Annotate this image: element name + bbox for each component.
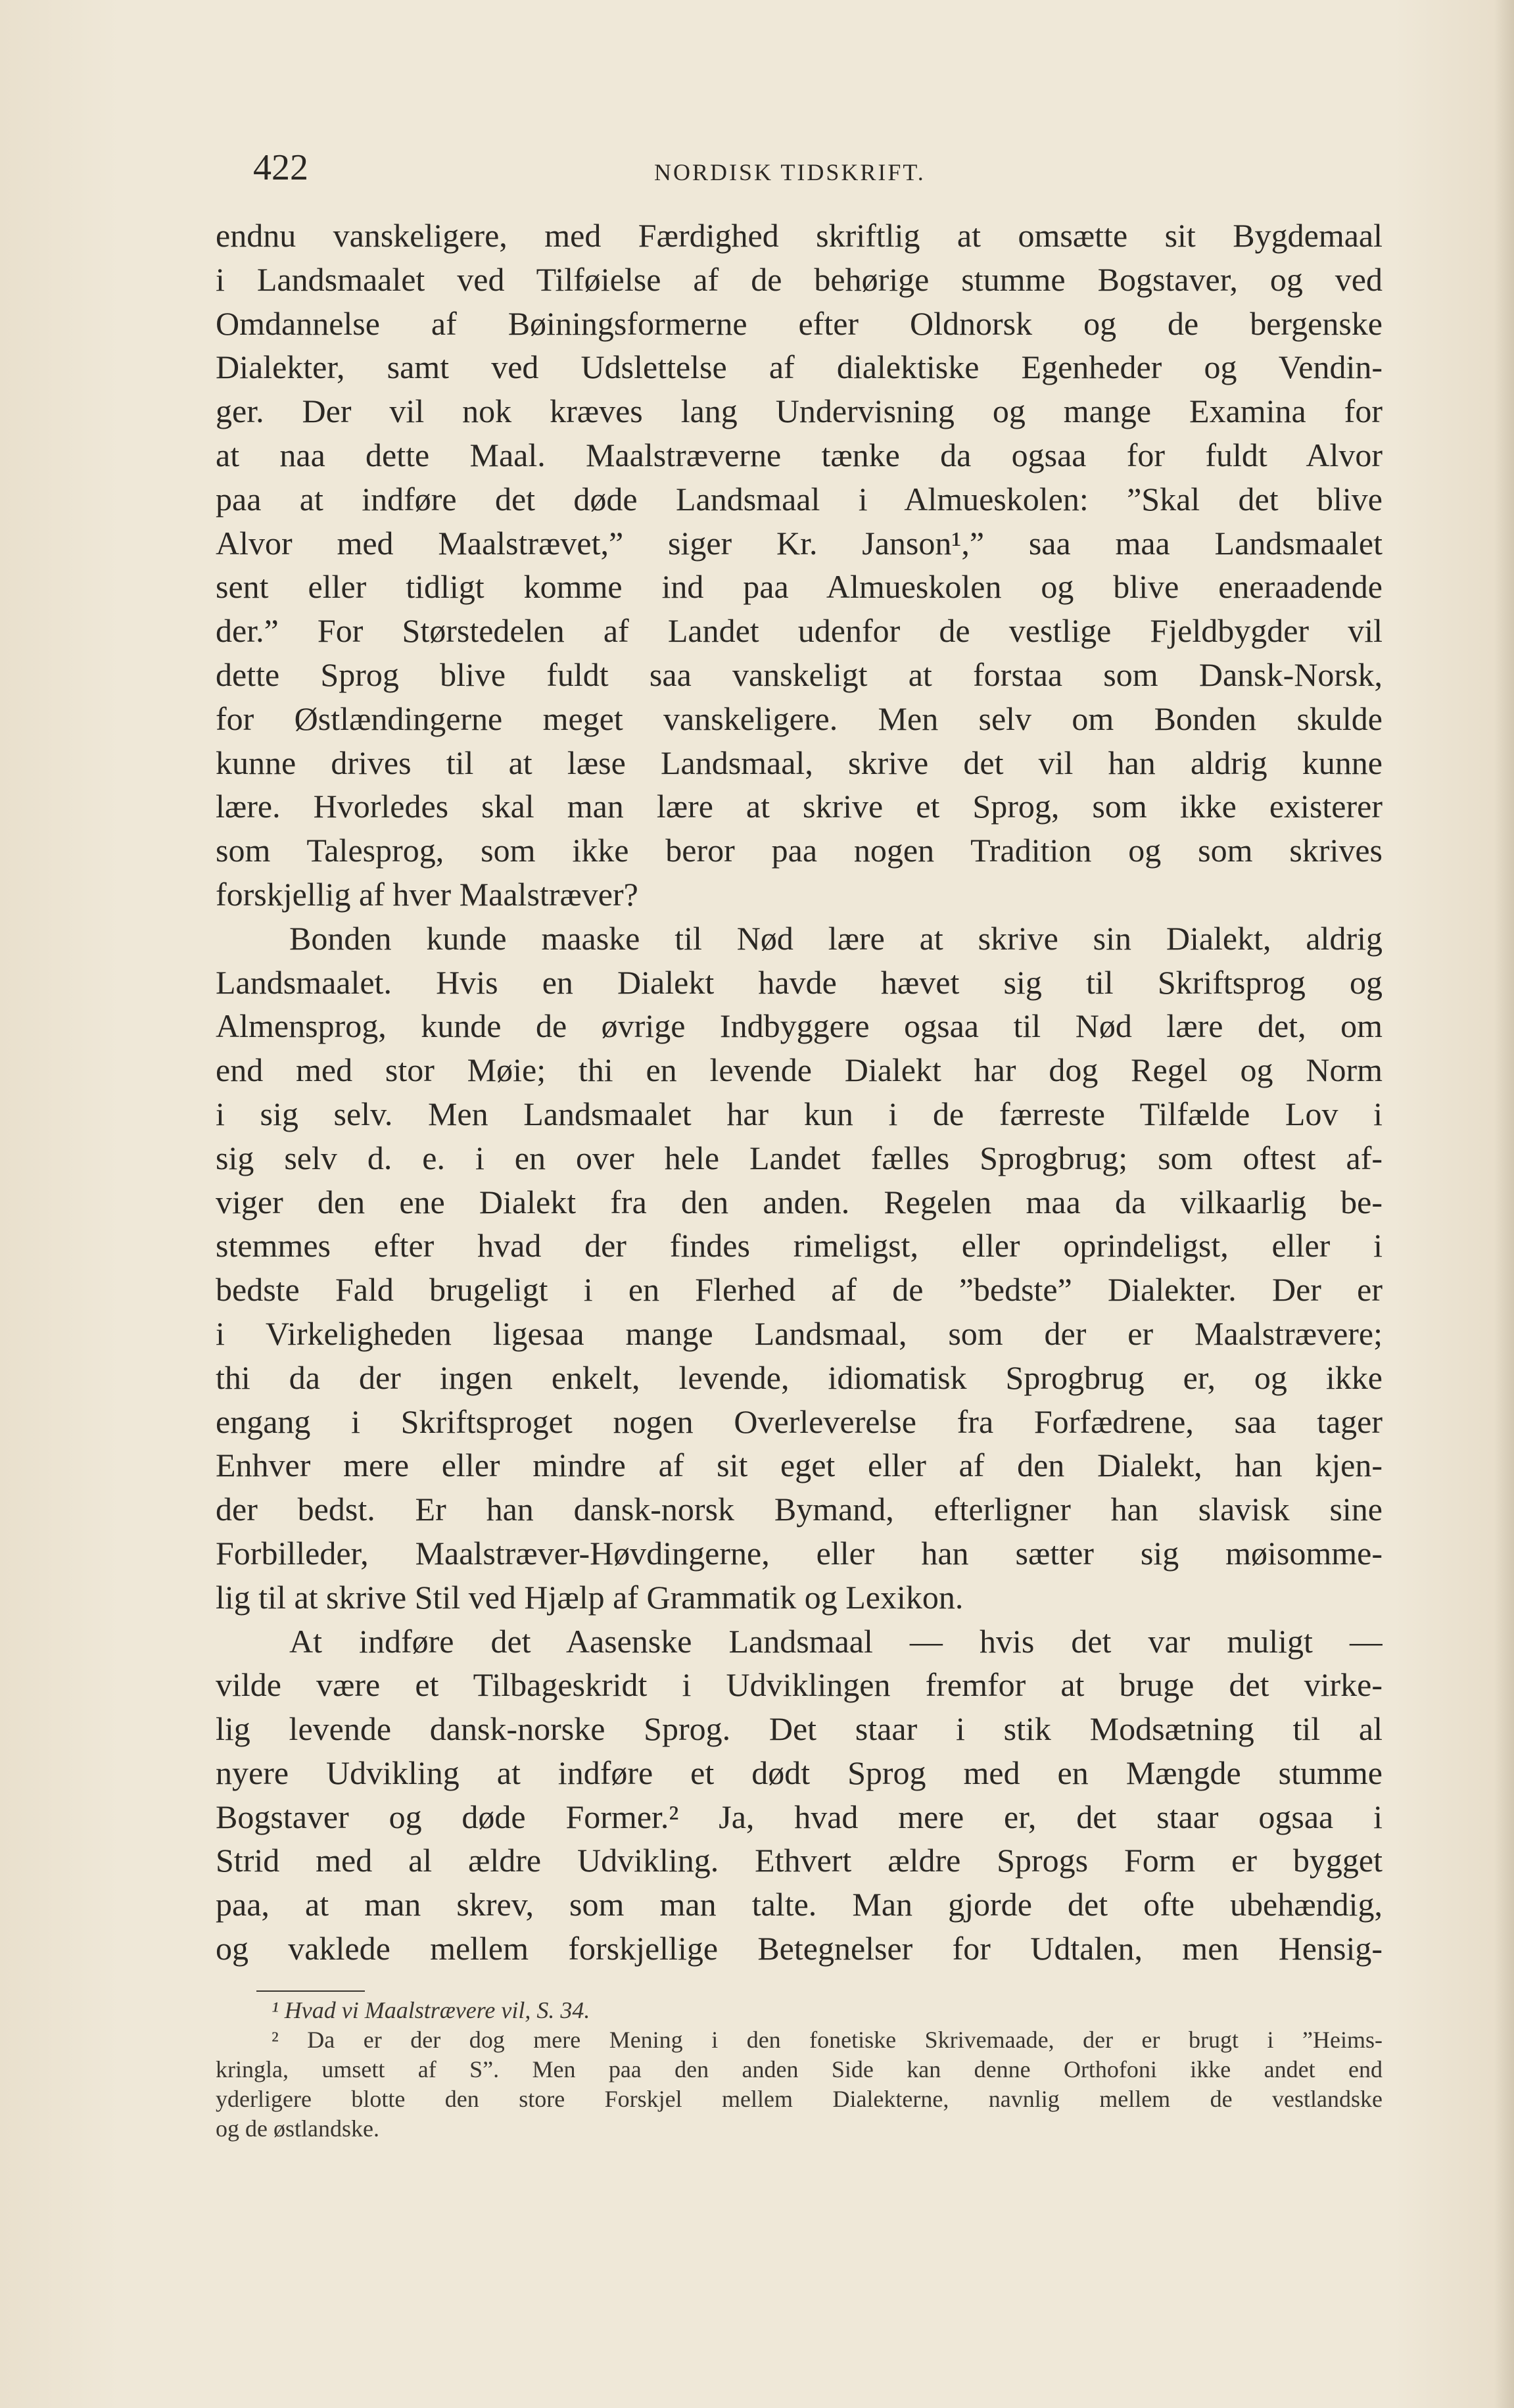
text-line: Omdannelse af Bøiningsformerne efter Oldnorsk og de bergenske xyxy=(216,304,1383,342)
footnote-line: kringla, umsett af S”. Men paa den anden Side kan denne Orthofoni ikke andet end xyxy=(216,2056,1383,2083)
text-line: viger den ene Dialekt fra den anden. Regelen maa da vilkaarlig be- xyxy=(216,1183,1383,1220)
footnotes xyxy=(216,1996,1383,2144)
text-line: endnu vanskeligere, med Færdighed skriftlig at omsætte sit Bygdemaal xyxy=(216,217,1383,254)
footnote-line: yderligere blotte den store Forskjel mellem Dialekterne, navnlig mellem de vestlandske xyxy=(216,2086,1383,2112)
text-line: forskjellig af hver Maalstræver? xyxy=(216,875,638,913)
footnote-divider xyxy=(256,1990,365,1992)
text-line: Enhver mere eller mindre af sit eget eller af den Dialekt, han kjen- xyxy=(216,1447,1383,1484)
text-line: end med stor Møie; thi en levende Dialekt har dog Regel og Norm xyxy=(216,1051,1383,1089)
text-line: dette Sprog blive fuldt saa vanskeligt at forstaa som Dansk-Norsk, xyxy=(216,656,1383,693)
footnote-line: ¹ Hvad vi Maalstrævere vil, S. 34. xyxy=(272,1997,590,2023)
text-line: i sig selv. Men Landsmaalet har kun i de færreste Tilfælde Lov i xyxy=(216,1095,1383,1132)
text-line: paa at indføre det døde Landsmaal i Almueskolen: ”Skal det blive xyxy=(216,480,1383,518)
text-line: lig til at skrive Stil ved Hjælp af Grammatik og Lexikon. xyxy=(216,1578,964,1616)
text-line: kunne drives til at læse Landsmaal, skrive det vil han aldrig kunne xyxy=(216,744,1383,781)
running-title: NORDISK TIDSKRIFT. xyxy=(654,159,926,185)
footnote-line: og de østlandske. xyxy=(216,2115,379,2142)
text-line: engang i Skriftsproget nogen Overleverelse fra Forfædrene, saa tager xyxy=(216,1403,1383,1440)
page-header xyxy=(253,145,1384,191)
text-line: nyere Udvikling at indføre et dødt Sprog med en Mængde stumme xyxy=(216,1754,1383,1791)
text-line: der bedst. Er han dansk-norsk Bymand, efterligner han slavisk sine xyxy=(216,1491,1383,1528)
text-line: lig levende dansk-norske Sprog. Det staar i stik Modsætning til al xyxy=(216,1710,1383,1748)
text-line: at naa dette Maal. Maalstræverne tænke da ogsaa for fuldt Alvor xyxy=(216,436,1383,473)
text-line: thi da der ingen enkelt, levende, idiomatisk Sprogbrug er, og ikke xyxy=(216,1359,1383,1396)
text-line: for Østlændingerne meget vanskeligere. Men selv om Bonden skulde xyxy=(216,700,1383,737)
text-line: bedste Fald brugeligt i en Flerhed af de ”bedste” Dialekter. Der er xyxy=(216,1271,1383,1309)
body-text xyxy=(216,214,1383,1971)
text-line: som Talesprog, som ikke beror paa nogen Tradition og som skrives xyxy=(216,832,1383,869)
text-line: Bonden kunde maaske til Nød lære at skrive sin Dialekt, aldrig xyxy=(289,919,1383,957)
text-line: der.” For Størstedelen af Landet udenfor de vestlige Fjeldbygder vil xyxy=(216,612,1383,650)
text-line: Alvor med Maalstrævet,” siger Kr. Janson¹,” saa maa Landsmaalet xyxy=(216,524,1383,562)
text-line: Forbilleder, Maalstræver-Høvdingerne, eller han sætter sig møisomme- xyxy=(216,1534,1383,1572)
text-line: paa, at man skrev, som man talte. Man gjorde det ofte ubehændig, xyxy=(216,1886,1383,1923)
text-line: Bogstaver og døde Former.² Ja, hvad mere er, det staar ogsaa i xyxy=(216,1798,1383,1835)
footnote-line: ² Da er der dog mere Mening i den fonetiske Skrivemaade, der er brugt i ”Heims- xyxy=(272,2027,1383,2053)
text-line: lære. Hvorledes skal man lære at skrive et Sprog, som ikke existerer xyxy=(216,788,1383,825)
text-line: ger. Der vil nok kræves lang Undervisning og mange Examina for xyxy=(216,393,1383,430)
text-line: Dialekter, samt ved Udslettelse af dialektiske Egenheder og Vendin- xyxy=(216,349,1383,386)
text-line: og vaklede mellem forskjellige Betegnelser for Udtalen, men Hensig- xyxy=(216,1930,1383,1967)
text-line: sig selv d. e. i en over hele Landet fælles Sprogbrug; som oftest af- xyxy=(216,1139,1383,1176)
text-line: Almensprog, kunde de øvrige Indbyggere ogsaa til Nød lære det, om xyxy=(216,1007,1383,1045)
text-line: At indføre det Aasenske Landsmaal — hvis det var muligt — xyxy=(289,1622,1383,1660)
text-line: Landsmaalet. Hvis en Dialekt havde hævet sig til Skriftsprog og xyxy=(216,963,1383,1001)
text-line: i Landsmaalet ved Tilføielse af de behørige stumme Bogstaver, og ved xyxy=(216,260,1383,298)
text-line: Strid med al ældre Udvikling. Ethvert ældre Sprogs Form er bygget xyxy=(216,1842,1383,1879)
page-edge-shadow xyxy=(1494,0,1514,2408)
text-line: sent eller tidligt komme ind paa Almueskolen og blive eneraadende xyxy=(216,568,1383,606)
text-line: i Virkeligheden ligesaa mange Landsmaal, som der er Maalstrævere; xyxy=(216,1314,1383,1352)
text-line: stemmes efter hvad der findes rimeligst, eller oprindeligst, eller i xyxy=(216,1227,1383,1264)
text-line: vilde være et Tilbageskridt i Udviklingen fremfor at bruge det virke- xyxy=(216,1666,1383,1704)
page-number: 422 xyxy=(253,147,308,188)
